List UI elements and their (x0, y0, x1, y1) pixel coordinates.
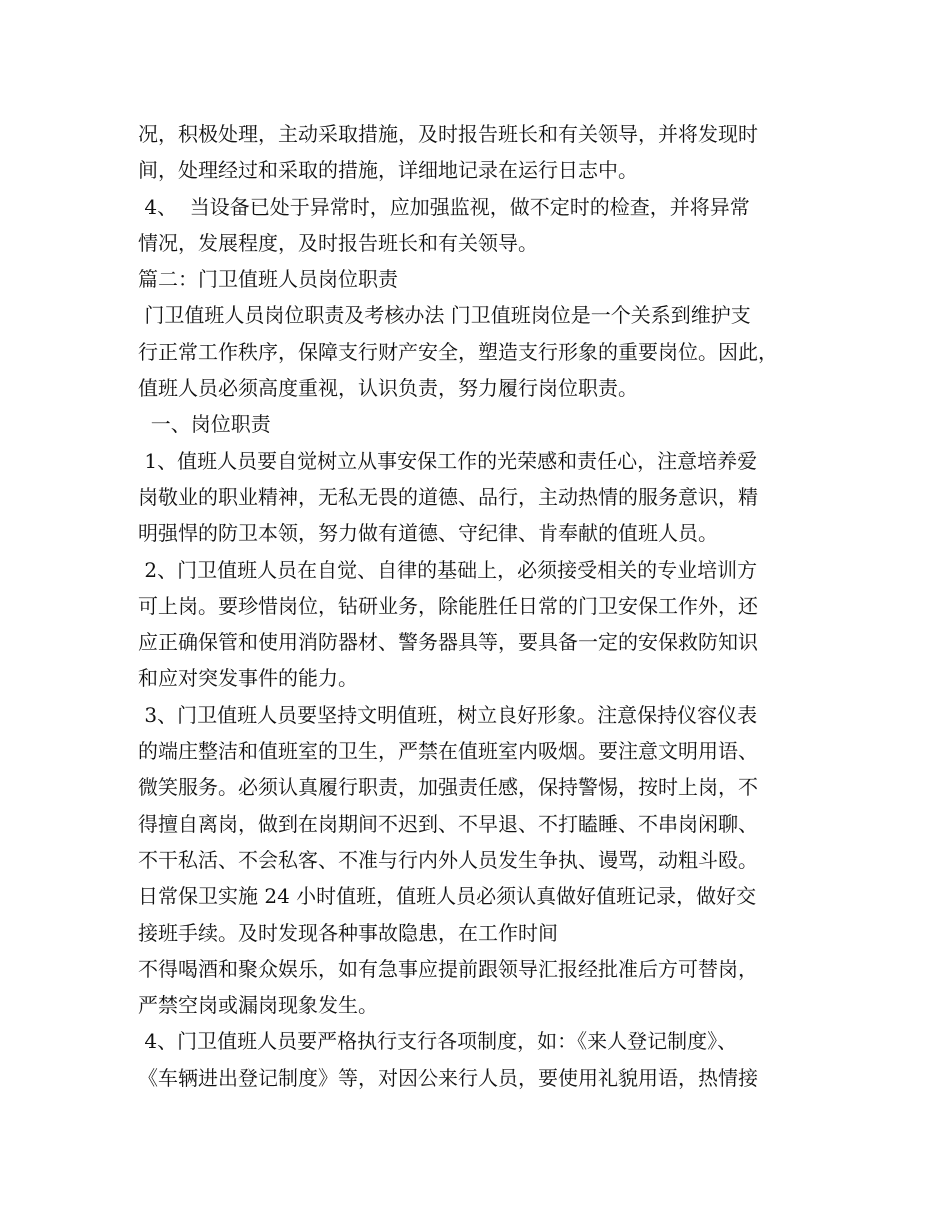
text-line: 微笑服务。必须认真履行职责，加强责任感，保持警惕，按时上岗，不 (138, 775, 758, 800)
text-line: 岗敬业的职业精神，无私无畏的道德、品行，主动热情的服务意识，精 (138, 484, 758, 509)
text-line: 3、门卫值班人员要坚持文明值班，树立良好形象。注意保持仪容仪表 (138, 702, 758, 727)
text-line: 接班手续。及时发现各种事故隐患，在工作时间 (138, 920, 558, 945)
text-line: 日常保卫实施 24 小时值班，值班人员必须认真做好值班记录，做好交 (138, 884, 757, 909)
text-line: 门卫值班人员岗位职责及考核办法 门卫值班岗位是一个关系到维护支 (138, 303, 751, 328)
text-line: 行正常工作秩序，保障支行财产安全，塑造支行形象的重要岗位。因此， (138, 339, 778, 364)
section-heading: 篇二：门卫值班人员岗位职责 (138, 267, 398, 292)
subsection-heading: 一、岗位职责 (138, 412, 271, 437)
text-line: 况，积极处理，主动采取措施，及时报告班长和有关领导，并将发现时 (138, 122, 758, 146)
text-line: 可上岗。要珍惜岗位，钻研业务，除能胜任日常的门卫安保工作外，还 (138, 593, 758, 618)
text-line: 和应对突发事件的能力。 (138, 666, 358, 691)
text-line: 4、门卫值班人员要严格执行支行各项制度，如：《来人登记制度》、 (138, 1029, 738, 1054)
text-line: 严禁空岗或漏岗现象发生。 (138, 993, 378, 1018)
text-line: 值班人员必须高度重视，认识负责，努力履行岗位职责。 (138, 376, 638, 401)
text-line: 不得喝酒和聚众娱乐，如有急事应提前跟领导汇报经批准后方可替岗， (138, 956, 758, 981)
text-line: 间，处理经过和采取的措施，详细地记录在运行日志中。 (138, 158, 638, 183)
text-line: 不干私活、不会私客、不准与行内外人员发生争执、谩骂，动粗斗殴。 (138, 847, 758, 872)
text-line: 4、 当设备已处于异常时，应加强监视，做不定时的检查，并将异常 (138, 194, 750, 219)
text-line: 应正确保管和使用消防器材、警务器具等，要具备一定的安保救防知识 (138, 630, 758, 655)
text-line: 明强悍的防卫本领，努力做有道德、守纪律、肯奉献的值班人员。 (138, 521, 718, 546)
text-line: 2、门卫值班人员在自觉、自律的基础上，必须接受相关的专业培训方 (138, 557, 758, 582)
document-body (138, 116, 828, 1096)
text-line: 《车辆进出登记制度》等，对因公来行人员，要使用礼貌用语，热情接 (138, 1065, 758, 1090)
text-line: 情况，发展程度，及时报告班长和有关领导。 (138, 230, 538, 255)
text-line: 的端庄整洁和值班室的卫生，严禁在值班室内吸烟。要注意文明用语、 (138, 739, 758, 764)
text-line: 1、值班人员要自觉树立从事安保工作的光荣感和责任心，注意培养爱 (138, 448, 758, 473)
text-line: 得擅自离岗，做到在岗期间不迟到、不早退、不打瞌睡、不串岗闲聊、 (138, 811, 758, 836)
